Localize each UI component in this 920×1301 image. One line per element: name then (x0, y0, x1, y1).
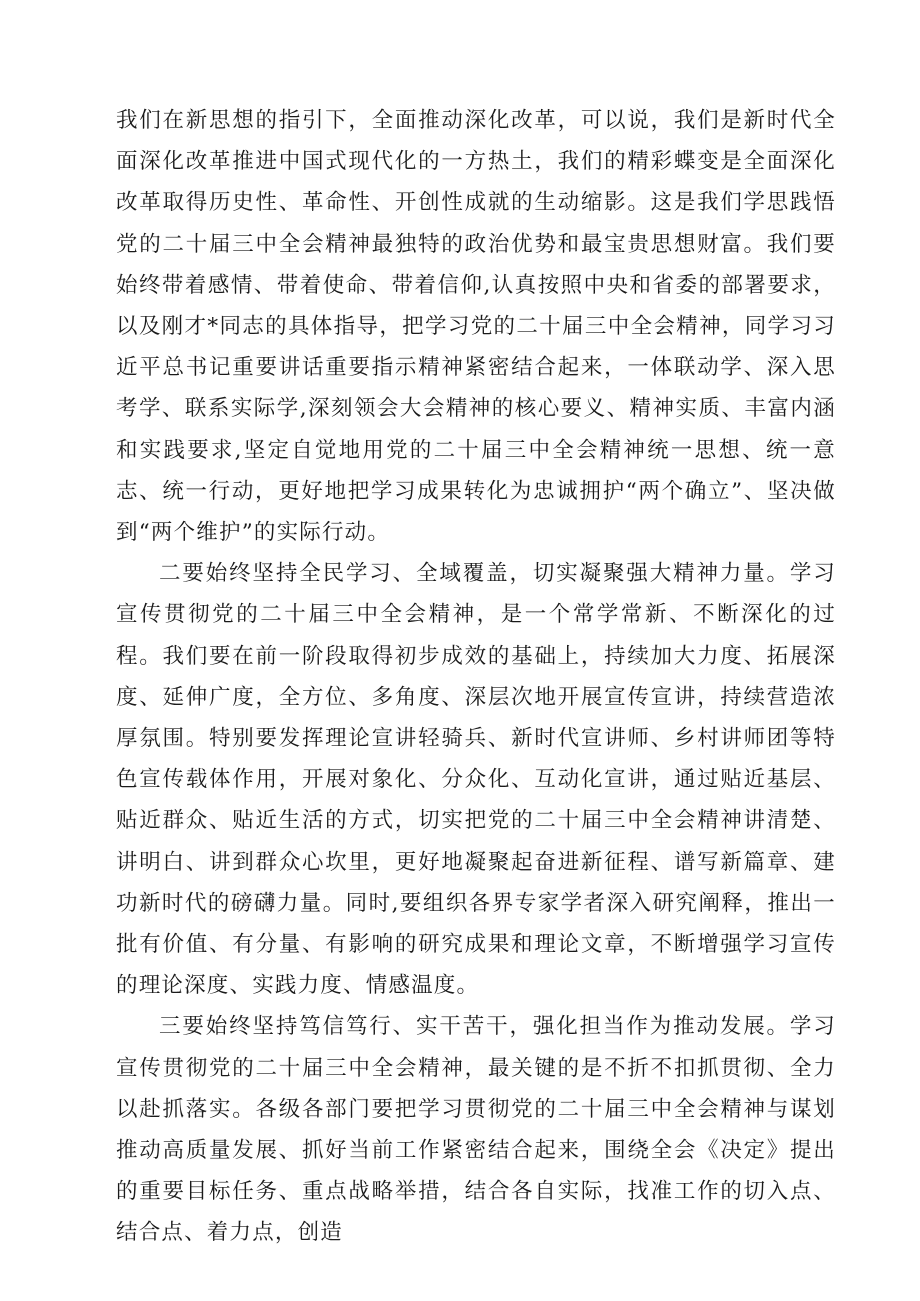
body-text (116, 100, 836, 1254)
paragraph-1: 我们在新思想的指引下，全面推动深化改革，可以说，我们是新时代全面深化改革推进中国式现代化的一方热土，我们的精彩蝶变是全面深化改革取得历史性、革命性、开创性成就的生动缩影。这是我们学思践悟党的二十届三中全会精神最独特的政治优势和最宝贵思想财富。我们要始终带着感情、带着使命、带着信仰,认真按照中央和省委的部署要求，以及刚才*同志的具体指导，把学习党的二十届三中全会精神，同学习习近平总书记重要讲话重要指示精神紧密结合起来，一体联动学、深入思考学、联系实际学,深刻领会大会精神的核心要义、精神实质、丰富内涵和实践要求,坚定自觉地用党的二十届三中全会精神统一思想、统一意志、统一行动，更好地把学习成果转化为忠诚拥护“两个确立”、坚决做到“两个维护”的实际行动。 (116, 108, 836, 546)
paragraph-3: 三要始终坚持笃信笃行、实干苦干，强化担当作为推动发展。学习宣传贯彻党的二十届三中全会精神，最关键的是不折不扣抓贯彻、全力以赴抓落实。各级各部门要把学习贯彻党的二十届三中全会精神与谋划推动高质量发展、抓好当前工作紧密结合起来，围绕全会《决定》提出的重要目标任务、重点战略举措，结合各自实际，找准工作的切入点、结合点、着力点，创造 (116, 1014, 836, 1246)
paragraph-2: 二要始终坚持全民学习、全域覆盖，切实凝聚强大精神力量。学习宣传贯彻党的二十届三中全会精神，是一个常学常新、不断深化的过程。我们要在前一阶段取得初步成效的基础上，持续加大力度、拓展深度、延伸广度，全方位、多角度、深层次地开展宣传宣讲，持续营造浓厚氛围。特别要发挥理论宣讲轻骑兵、新时代宣讲师、乡村讲师团等特色宣传载体作用，开展对象化、分众化、互动化宣讲，通过贴近基层、贴近群众、贴近生活的方式，切实把党的二十届三中全会精神讲清楚、讲明白、讲到群众心坎里，更好地凝聚起奋进新征程、谱写新篇章、建功新时代的磅礴力量。同时,要组织各界专家学者深入研究阐释，推出一批有价值、有分量、有影响的研究成果和理论文章，不断增强学习宣传的理论深度、实践力度、情感温度。 (116, 561, 836, 999)
